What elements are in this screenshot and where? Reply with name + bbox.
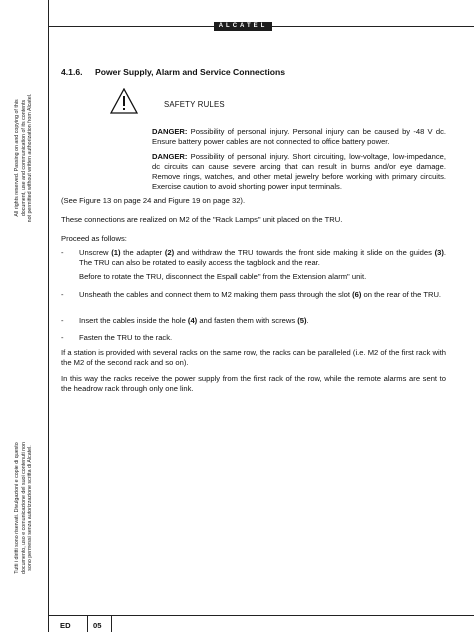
paralleled-text: If a station is provided with several racks on the same row, the racks can be paralleled (i.e. M2 of the first rack with the M2 of the second rack and so on). <box>61 348 446 367</box>
warning-triangle-icon <box>110 88 138 114</box>
list-item-note: Before to rotate the TRU, disconnect the Espall cable" from the Extension alarm" unit. <box>79 272 367 281</box>
list-bullet: - <box>61 333 64 342</box>
footer-separator <box>87 615 88 632</box>
figure-reference: (See Figure 13 on page 24 and Figure 19 on page 32). <box>61 196 246 205</box>
alcatel-logo: ALCATEL <box>214 22 272 31</box>
frame-left-rule <box>48 0 49 632</box>
footer-separator <box>111 615 112 632</box>
copyright-note-italian: Tutti i diritti sono riservati. Divulgazioni e copie di questo documento, uso e comunicazione del suoi contenuti non sono permessi senza autorizzazione scritta di Alcatel. <box>14 442 34 574</box>
copyright-note-english: All rights reserved. Passing on and copying of this document, use and communication of its contents not permitted without written authorization from Alcatel. <box>14 93 34 223</box>
list-bullet: - <box>61 316 64 325</box>
section-number: 4.1.6. <box>61 67 83 77</box>
connections-text: These connections are realized on M2 of the "Rack Lamps" unit placed on the TRU. <box>61 215 343 224</box>
list-item: Fasten the TRU to the rack. <box>79 333 173 342</box>
danger-notice: DANGER: Possibility of personal injury. Short circuiting, low-voltage, low-impedance, dc circuits can cause severe arcing that can result in burns and/or eye damage. Remove rings, watches, and other metal jewelry before working with primary circuits. Exercise caution to avoid shorting power input terminals. <box>152 152 446 191</box>
safety-rules-title: SAFETY RULES <box>164 100 225 109</box>
list-item: Unsheath the cables and connect them to M2 making them pass through the slot (6) on the rear of the TRU. <box>79 290 442 299</box>
list-item: Unscrew (1) the adapter (2) and withdraw the TRU towards the front side making it slide on the guides (3). The TRU can also be rotated to easily access the tagblock and the rear. <box>79 248 446 267</box>
list-bullet: - <box>61 290 64 299</box>
list-bullet: - <box>61 248 64 257</box>
section-title: Power Supply, Alarm and Service Connections <box>95 67 286 77</box>
danger-notice: DANGER: Possibility of personal injury. Personal injury can be caused by -48 V dc. Ensure battery power cables are not connected to office battery power. <box>152 127 446 146</box>
list-item: Insert the cables inside the hole (4) and fasten them with screws (5). <box>79 316 309 325</box>
edition-number: 05 <box>93 621 102 630</box>
remote-alarms-text: In this way the racks receive the power supply from the first rack of the row, while the remote alarms are sent to the headrow rack through only one link. <box>61 374 446 393</box>
edition-label: ED <box>60 621 71 630</box>
section-heading <box>61 67 285 77</box>
proceed-text: Proceed as follows: <box>61 234 127 243</box>
